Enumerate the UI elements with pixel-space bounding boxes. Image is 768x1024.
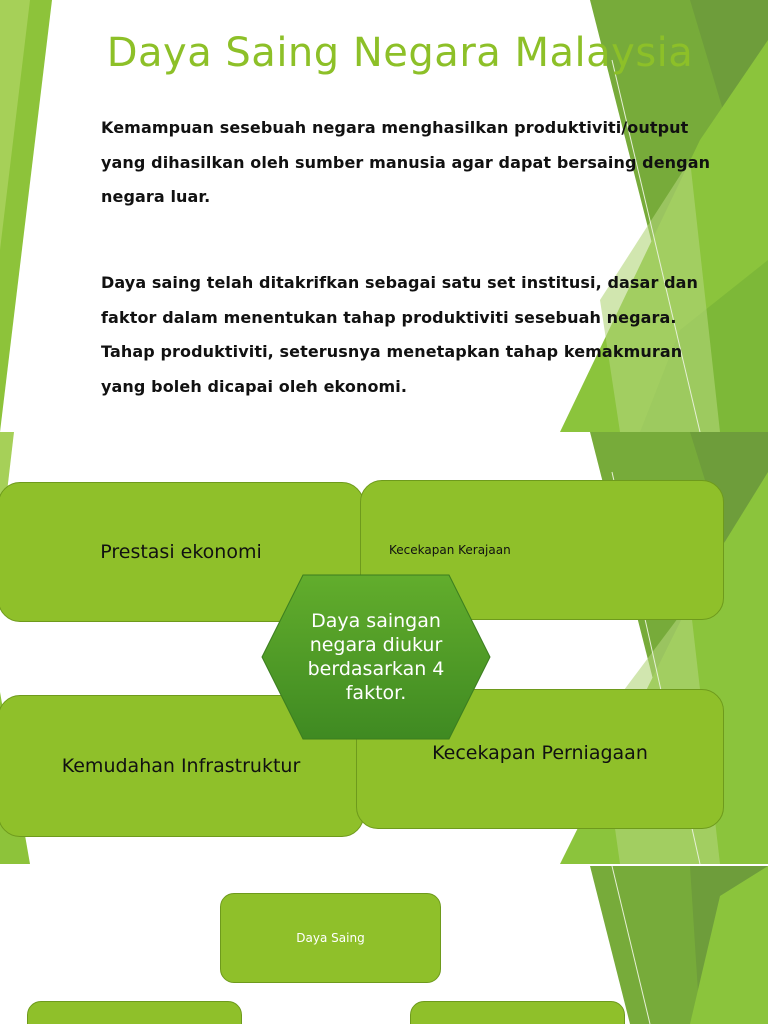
hierarchy-root-box [220, 893, 441, 983]
slide-four-factors [0, 432, 768, 864]
center-hexagon [261, 574, 491, 740]
slide-definition [0, 0, 768, 432]
factor-label: Prestasi ekonomi [100, 541, 262, 563]
root-label: Daya Saing [296, 931, 365, 945]
slide-title: Daya Saing Negara Malaysia [106, 30, 694, 76]
definition-paragraph: Kemampuan sesebuah negara menghasilkan produktiviti/output yang dihasilkan oleh sumber manusia agar dapat bersaing dengan negara luar. [101, 118, 711, 206]
explanation-paragraph: Daya saing telah ditakrifkan sebagai satu set institusi, dasar dan faktor dalam menentukan tahap produktiviti sesebuah negara. Tahap produktiviti, seterusnya menetapkan tahap kemakmuran yang boleh dicapai oleh ekonomi. [101, 273, 699, 396]
hierarchy-child-box-left [27, 1001, 242, 1024]
slide-hierarchy [0, 866, 768, 1024]
factor-label: Kemudahan Infrastruktur [61, 755, 301, 777]
factor-label: Kecekapan Kerajaan [389, 543, 511, 557]
factor-label: Kecekapan Perniagaan [432, 742, 648, 764]
hierarchy-child-box-right [410, 1001, 625, 1024]
center-hexagon-label: Daya saingan negara diukur berdasarkan 4 faktor. [307, 610, 445, 704]
